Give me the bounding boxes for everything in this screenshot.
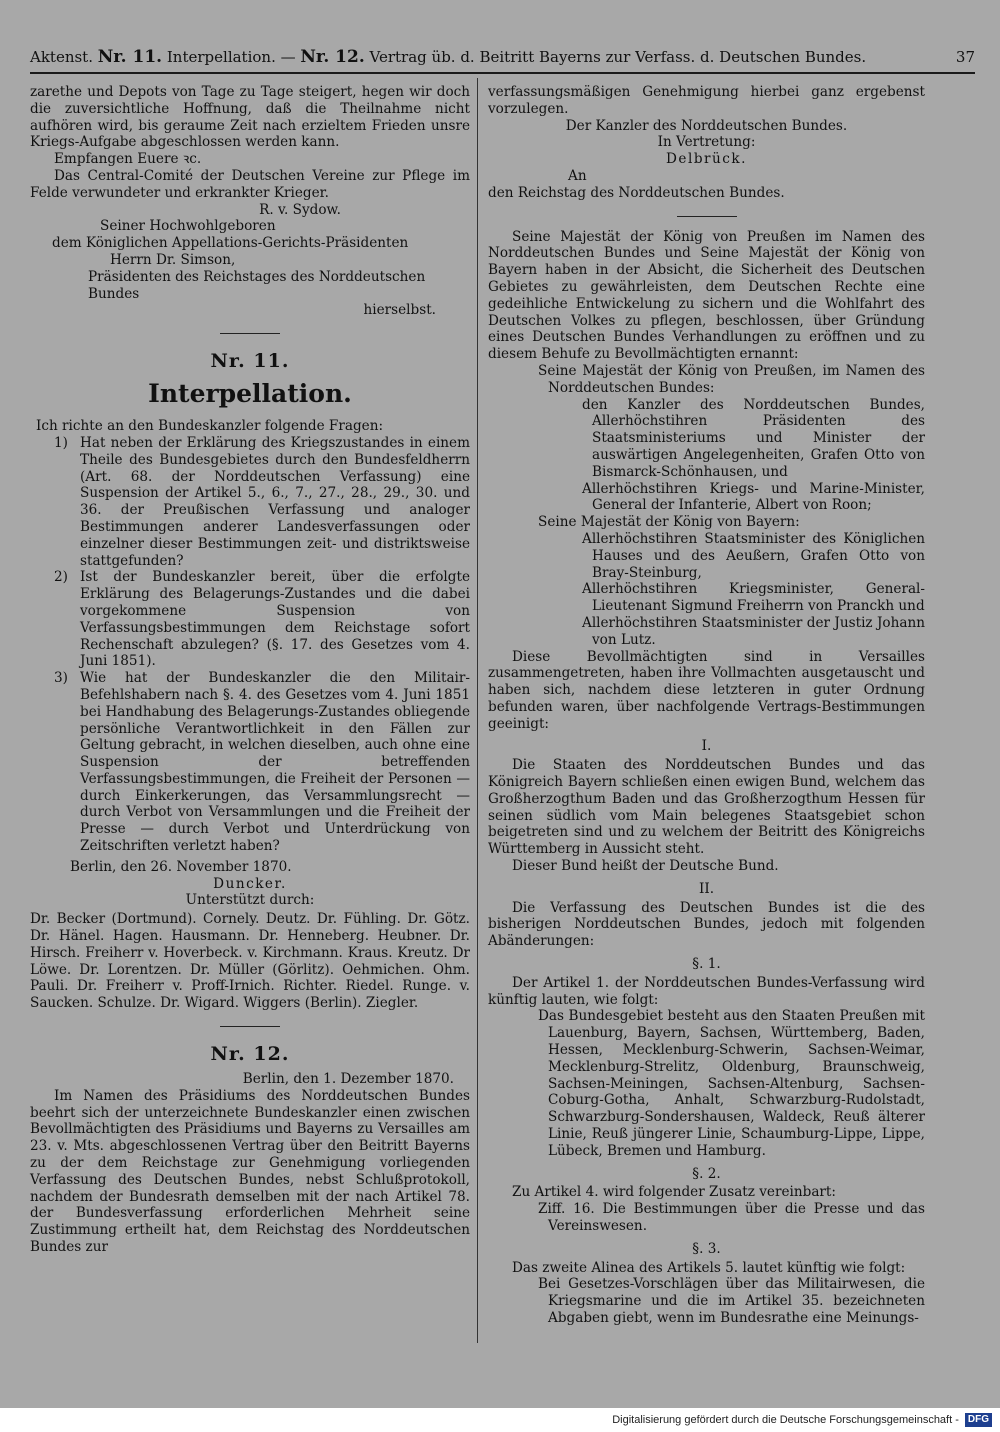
question-2-text: Ist der Bundeskanzler bereit, über die erfolgte Erklärung des Belagerungs-Zustandes und die dabei vorgekommene Suspension von Verfassungsbestimmungen dem Reichstage sofort Rechenschaft abzulegen? (§. 17. des Gesetzes vom 4. Juni 1851). [80, 569, 470, 670]
deputy-line: In Vertretung: [657, 134, 756, 151]
king-of-prussia: Seine Majestät der König von Preußen, im Namen des Norddeutschen Bundes: [538, 362, 925, 396]
address-line-3: Herrn Dr. Simson, [110, 251, 236, 268]
signer-name: R. v. Sydow. [259, 201, 341, 218]
left-column [30, 84, 470, 1256]
bund-name-line: Dieser Bund heißt der Deutsche Bund. [512, 858, 779, 875]
addressee-reichstag: den Reichstag des Norddeutschen Bundes. [488, 184, 785, 201]
chancellor-line: Der Kanzler des Norddeutschen Bundes. [565, 117, 848, 134]
delbrueck-signature: Delbrück. [666, 151, 747, 168]
section-title-nr11: Nr. 11. [210, 350, 290, 373]
section-title-nr12: Nr. 12. [210, 1043, 290, 1066]
committee-name: Das Central-Comité der Deutschen Vereine zur Pflege im Felde verwundeter und erkrankter Krieger. [30, 167, 470, 201]
address-line-5: hierselbst. [363, 302, 436, 319]
question-1-text: Hat neben der Erklärung des Kriegszustandes in einem Theile des Bundesgebietes durch den Bundesfeldherrn (Art. 68. der Norddeutschen Verfassung) eine Suspension der Artikel 5., 6., 7., 27., 28., 29., 30. und 36. der Preußischen Verfassung und analoger Bestimmungen anderer Landesverfassungen oder einzelner dieser Bestimmungen zeit- und distriktsweise stattgefunden? [80, 434, 470, 569]
interpellation-heading: Interpellation. [148, 379, 352, 409]
cover-letter-continued: verfassungsmäßigen Genehmigung hierbei ganz ergebenst vorzulegen. [488, 84, 925, 117]
plenipotentiary-bismarck: den Kanzler des Norddeutschen Bundes, Allerhöchstihren Präsidenten des Staatsministeriums und Minister der auswärtigen Angelegenheiten, Grafen Otto von Bismarck-Schönhausen, und [582, 396, 925, 480]
plenipotentiary-pranckh: Allerhöchstihren Kriegsminister, General-Lieutenant Sigmund Freiherrn von Pranckh und [582, 581, 925, 615]
roman-numeral-1: I. [701, 738, 712, 755]
address-line-2: dem Königlichen Appellations-Gerichts-Präsidenten [52, 235, 409, 252]
versailles-paragraph: Diese Bevollmächtigten sind in Versailles zusammengetreten, haben ihre Vollmachten ausgetauscht und haben sich, nachdem diese letzteren in guter Ordnung befunden waren, über nachfolgende Vertrags-Bestimmungen geeinigt: [488, 648, 925, 732]
question-1 [54, 435, 470, 569]
cover-letter-text: Im Namen des Präsidiums des Norddeutschen Bundes beehrt sich der unterzeichnete Bundeskanzler einen zwischen Bevollmächtigten des Präsidiums und Bayerns zu Versailles am 23. v. Mts. abgeschlossenen Vertrag über den Beitritt Bayerns zu der dem Reichstage zur Genehmigung vorliegenden Verfassung des Deutschen Bundes, nebst Schlußprotokoll, nachdem der Bundesrath demselben mit der nach Artikel 78. der Bundesverfassung erforderlichen Mehrheit seine Zustimmung ertheilt hat, dem Reichstag des Norddeutschen Bundes zur [30, 1087, 470, 1256]
column-divider [477, 78, 478, 1343]
supporters-list: Dr. Becker (Dortmund). Cornely. Deutz. Dr. Fühling. Dr. Götz. Dr. Hänel. Hagen. Hausmann. Dr. Henneberg. Heubner. Dr. Hirsch. Freiherr v. Hoverbeck. v. Kirchmann. Kraus. Kreutz. Dr Löwe. Dr. Lorentzen. Dr. Müller (Görlitz). Oehmichen. Ohm. Pauli. Dr. Freiherr v. Proff-Irnich. Richter. Riedel. Runge. v. Saucken. Schulze. Dr. Wigard. Wiggers (Berlin). Ziegler. [30, 911, 470, 1012]
plenipotentiary-lutz: Allerhöchstihren Staatsminister der Justiz Johann von Lutz. [582, 614, 925, 648]
paragraph-2-number: §. 2. [692, 1165, 721, 1182]
paragraph-3-quote: Bei Gesetzes-Vorschlägen über das Militairwesen, die Kriegsmarine und die im Artikel 35. bezeichneten Abgaben giebt, wenn im Bundesrathe eine Meinungs- [538, 1276, 925, 1326]
header-part3: Vertrag üb. d. Beitritt Bayerns zur Verfass. d. Deutschen Bundes. [364, 48, 867, 66]
article-2-text: Die Verfassung des Deutschen Bundes ist die des bisherigen Norddeutschen Bundes, jedoch mit folgenden Abänderungen: [488, 899, 925, 950]
page-number: 37 [955, 48, 975, 66]
header-nr12: Nr. 12. [300, 47, 365, 67]
question-1-number: 1) [54, 434, 68, 451]
section-separator [677, 216, 737, 217]
address-line-1: Seiner Hochwohlgeboren [100, 218, 276, 235]
roman-numeral-2: II. [698, 880, 715, 897]
plenipotentiary-bray: Allerhöchstihren Staatsminister des Königlichen Hauses und des Aeußern, Grafen Otto von Bray-Steinburg, [582, 530, 925, 581]
king-of-bavaria: Seine Majestät der König von Bayern: [538, 514, 800, 531]
address-line-4: Präsidenten des Reichstages des Norddeutschen Bundes [88, 268, 426, 302]
paragraph-3-text: Das zweite Alinea des Artikels 5. lautet künftig wie folgt: [512, 1259, 906, 1276]
plenipotentiary-roon: Allerhöchstihren Kriegs- und Marine-Minister, General der Infanterie, Albert von Roon; [582, 480, 925, 514]
article-1-text: Die Staaten des Norddeutschen Bundes und das Königreich Bayern schließen einen ewigen Bund, welchem das Großherzogthum Baden und das Großherzogthum Hessen für seinen südlich vom Main belegenes Staatsgebiet schon beigetreten sind und zu welchem der Beitritt des Königreichs Württemberg in Aussicht steht. [488, 757, 925, 858]
paragraph-3-number: §. 3. [692, 1240, 721, 1257]
supported-label: Unterstützt durch: [185, 892, 315, 909]
paragraph-1-quote: Das Bundesgebiet besteht aus den Staaten Preußen mit Lauenburg, Bayern, Sachsen, Württemberg, Baden, Hessen, Mecklenburg-Schwerin, Sachsen-Weimar, Mecklenburg-Strelitz, Oldenburg, Braunschweig, Sachsen-Meiningen, Sachsen-Altenburg, Sachsen-Coburg-Gotha, Anhalt, Schwarzburg-Rudolstadt, Schwarzburg-Sondershausen, Waldeck, Reuß älterer Linie, Reuß jüngerer Linie, Schaumburg-Lippe, Lippe, Lübeck, Bremen und Hamburg. [538, 1008, 925, 1159]
addressee-an: An [568, 167, 587, 184]
interpellation-signer: Duncker. [213, 875, 287, 892]
digitization-footer [0, 1408, 1000, 1432]
section-separator [220, 1026, 280, 1027]
right-column [488, 84, 925, 1327]
question-2 [54, 569, 470, 670]
dfg-logo-icon: DFG [965, 1413, 992, 1427]
letter-date: Berlin, den 1. Dezember 1870. [242, 1071, 454, 1088]
header-rule [30, 72, 975, 74]
treaty-preamble: Seine Majestät der König von Preußen im Namen des Norddeutschen Bundes und Seine Majestät der König von Bayern haben in der Absicht, die Sicherheit des Deutschen Gebietes zu gewährleisten, dem Deutschen Rechte eine gedeihliche Entwickelung zu sichern und die Wohlfahrt des Deutschen Volkes zu pflegen, beschlossen, über Gründung eines Deutschen Bundes Verhandlungen zu eröffnen und zu diesem Behufe zu Bevollmächtigten ernannt: [488, 228, 925, 363]
question-3 [54, 670, 470, 855]
header-nr11: Nr. 11. [97, 47, 163, 67]
paragraph-2-text: Zu Artikel 4. wird folgender Zusatz vereinbart: [512, 1184, 836, 1201]
header-part2: Interpellation. — [162, 48, 301, 66]
letter-closing-text: zarethe und Depots von Tage zu Tage steigert, hegen wir doch die zuversichtliche Hoffnung, daß die Theilnahme nicht aufhören wird, bis geraume Zeit nach erzieltem Frieden unsre Kriegs-Aufgabe abgeschlossen werden kann. [30, 84, 470, 151]
question-2-number: 2) [54, 569, 68, 586]
paragraph-1-text: Der Artikel 1. der Norddeutschen Bundes-Verfassung wird künftig lauten, wie folgt: [488, 974, 925, 1008]
header-part1: Aktenst. [30, 48, 98, 66]
letter-greeting: Empfangen Euere ꝛc. [54, 151, 202, 168]
interpellation-date: Berlin, den 26. November 1870. [70, 858, 292, 875]
section-separator [220, 333, 280, 334]
footer-credit: Digitalisierung gefördert durch die Deutsche Forschungsgemeinschaft - [612, 1414, 959, 1426]
running-header [30, 44, 975, 70]
paragraph-1-number: §. 1. [692, 956, 721, 973]
questions-lead: Ich richte an den Bundeskanzler folgende Fragen: [36, 418, 384, 435]
question-3-text: Wie hat der Bundeskanzler die den Militair-Befehlshabern nach §. 4. des Gesetzes vom 4. Juni 1851 bei Handhabung des Belagerungs-Zustandes obliegende persönliche Verantwortlichkeit in den Fällen zur Geltung gebracht, in welchen dieselben, auch ohne eine Suspension der betreffenden Verfassungsbestimmungen, die Freiheit der Personen — durch Einkerkerungen, das Versammlungsrecht — durch Verbot von Versammlungen und die Freiheit der Presse — durch Verbot und Unterdrückung von Zeitschriften verletzt haben? [80, 670, 470, 855]
paragraph-2-quote: Ziff. 16. Die Bestimmungen über die Presse und das Vereinswesen. [538, 1201, 925, 1234]
question-3-number: 3) [54, 670, 68, 687]
